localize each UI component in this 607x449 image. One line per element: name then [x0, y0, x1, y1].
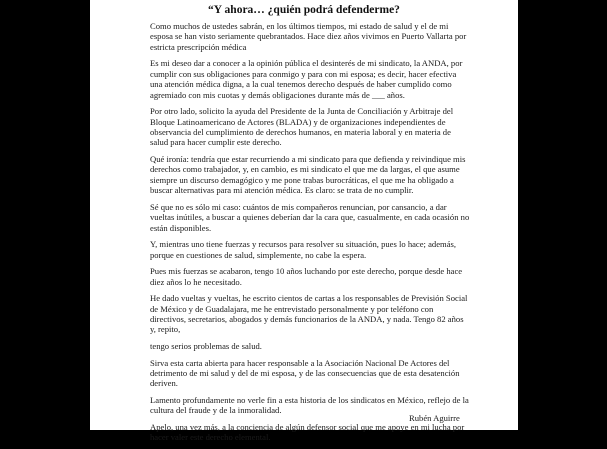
paragraph: Como muchos de ustedes sabrán, en los últimos tiempos, mi estado de salud y el de mi esposa se han visto seriamente quebrantados. Hace diez años vivimos en Puerto Vallarta por estricta prescripción médica	[150, 21, 467, 52]
paragraph: Qué ironía: tendría que estar recurriendo a mi sindicato para que defienda y reivindique mis derechos como trabajador, y, en cambio, es mi sindicato el que me da largas, el que asume siempre un discurso demagógico y me pone trabas burocráticas, el que me ha obligado a buscar alternativas para mi atención médica. Es claro: se trata de no cumplir.	[150, 154, 466, 196]
letter-page	[90, 0, 518, 443]
paragraph: Sirva esta carta abierta para hacer responsable a la Asociación Nacional De Actores del detrimento de mi salud y del de mi esposa, y de las consecuencias que de esta desatención deriven.	[150, 357, 460, 389]
paragraph: Pues mis fuerzas se acabaron, tengo 10 años luchando por este derecho, porque desde hace diez años lo he necesitado.	[150, 266, 463, 287]
paragraph: Sé que no es sólo mi caso: cuántos de mis compañeros renuncian, por cansancio, a dar vueltas inútiles, a buscar a quienes deberían dar la cara que, casualmente, en cada ocasión no están disponibles.	[150, 201, 470, 233]
paragraph: Apelo, una vez más, a la conciencia de algún defensor social que me apoye en mi lucha por hacer valer este derecho elemental.	[150, 422, 465, 443]
paragraph: He dado vueltas y vueltas, he escrito cientos de cartas a los responsables de Previsión Social de México y de Guadalajara, me he entrevistado personalmente y por teléfono con directivos, secretarios, abogados y demás funcionarios de la ANDA, y nada. Tengo 82 años y, repito,	[150, 293, 468, 335]
paragraph: Lamento profundamente no verle fin a esta historia de los sindicatos en México, reflejo de la cultura del fraude y de la inmoralidad.	[150, 395, 469, 416]
paragraph: Es mi deseo dar a conocer a la opinión pública el desinterés de mi sindicato, la ANDA, por cumplir con sus obligaciones para conmigo y para con mi esposa; es decir, hacer efectiva una atención médica digna, a la cual tenemos derecho después de haber cumplido como agremiado con mis cuotas y demás obligaciones durante más de ___ años.	[150, 58, 463, 100]
letter-title: “Y ahora… ¿quién podrá defenderme?	[208, 4, 400, 16]
letter-body	[150, 21, 470, 449]
paragraph: Y, mientras uno tiene fuerzas y recursos para resolver su situación, pues lo hace; además, porque en cuestiones de salud, simplemente, no cabe la espera.	[150, 239, 457, 260]
paragraph: tengo serios problemas de salud.	[150, 341, 262, 352]
paragraph: Por otro lado, solicito la ayuda del Presidente de la Junta de Conciliación y Arbitraje del Bloque Latinoamericano de Actores (BLADA) y de organizaciones independientes de observancia del cumplimiento de derechos humanos, en materia laboral y en materia de salud para hacer cumplir este derecho.	[150, 106, 454, 148]
signature: Rubén Aguirre	[409, 413, 460, 423]
